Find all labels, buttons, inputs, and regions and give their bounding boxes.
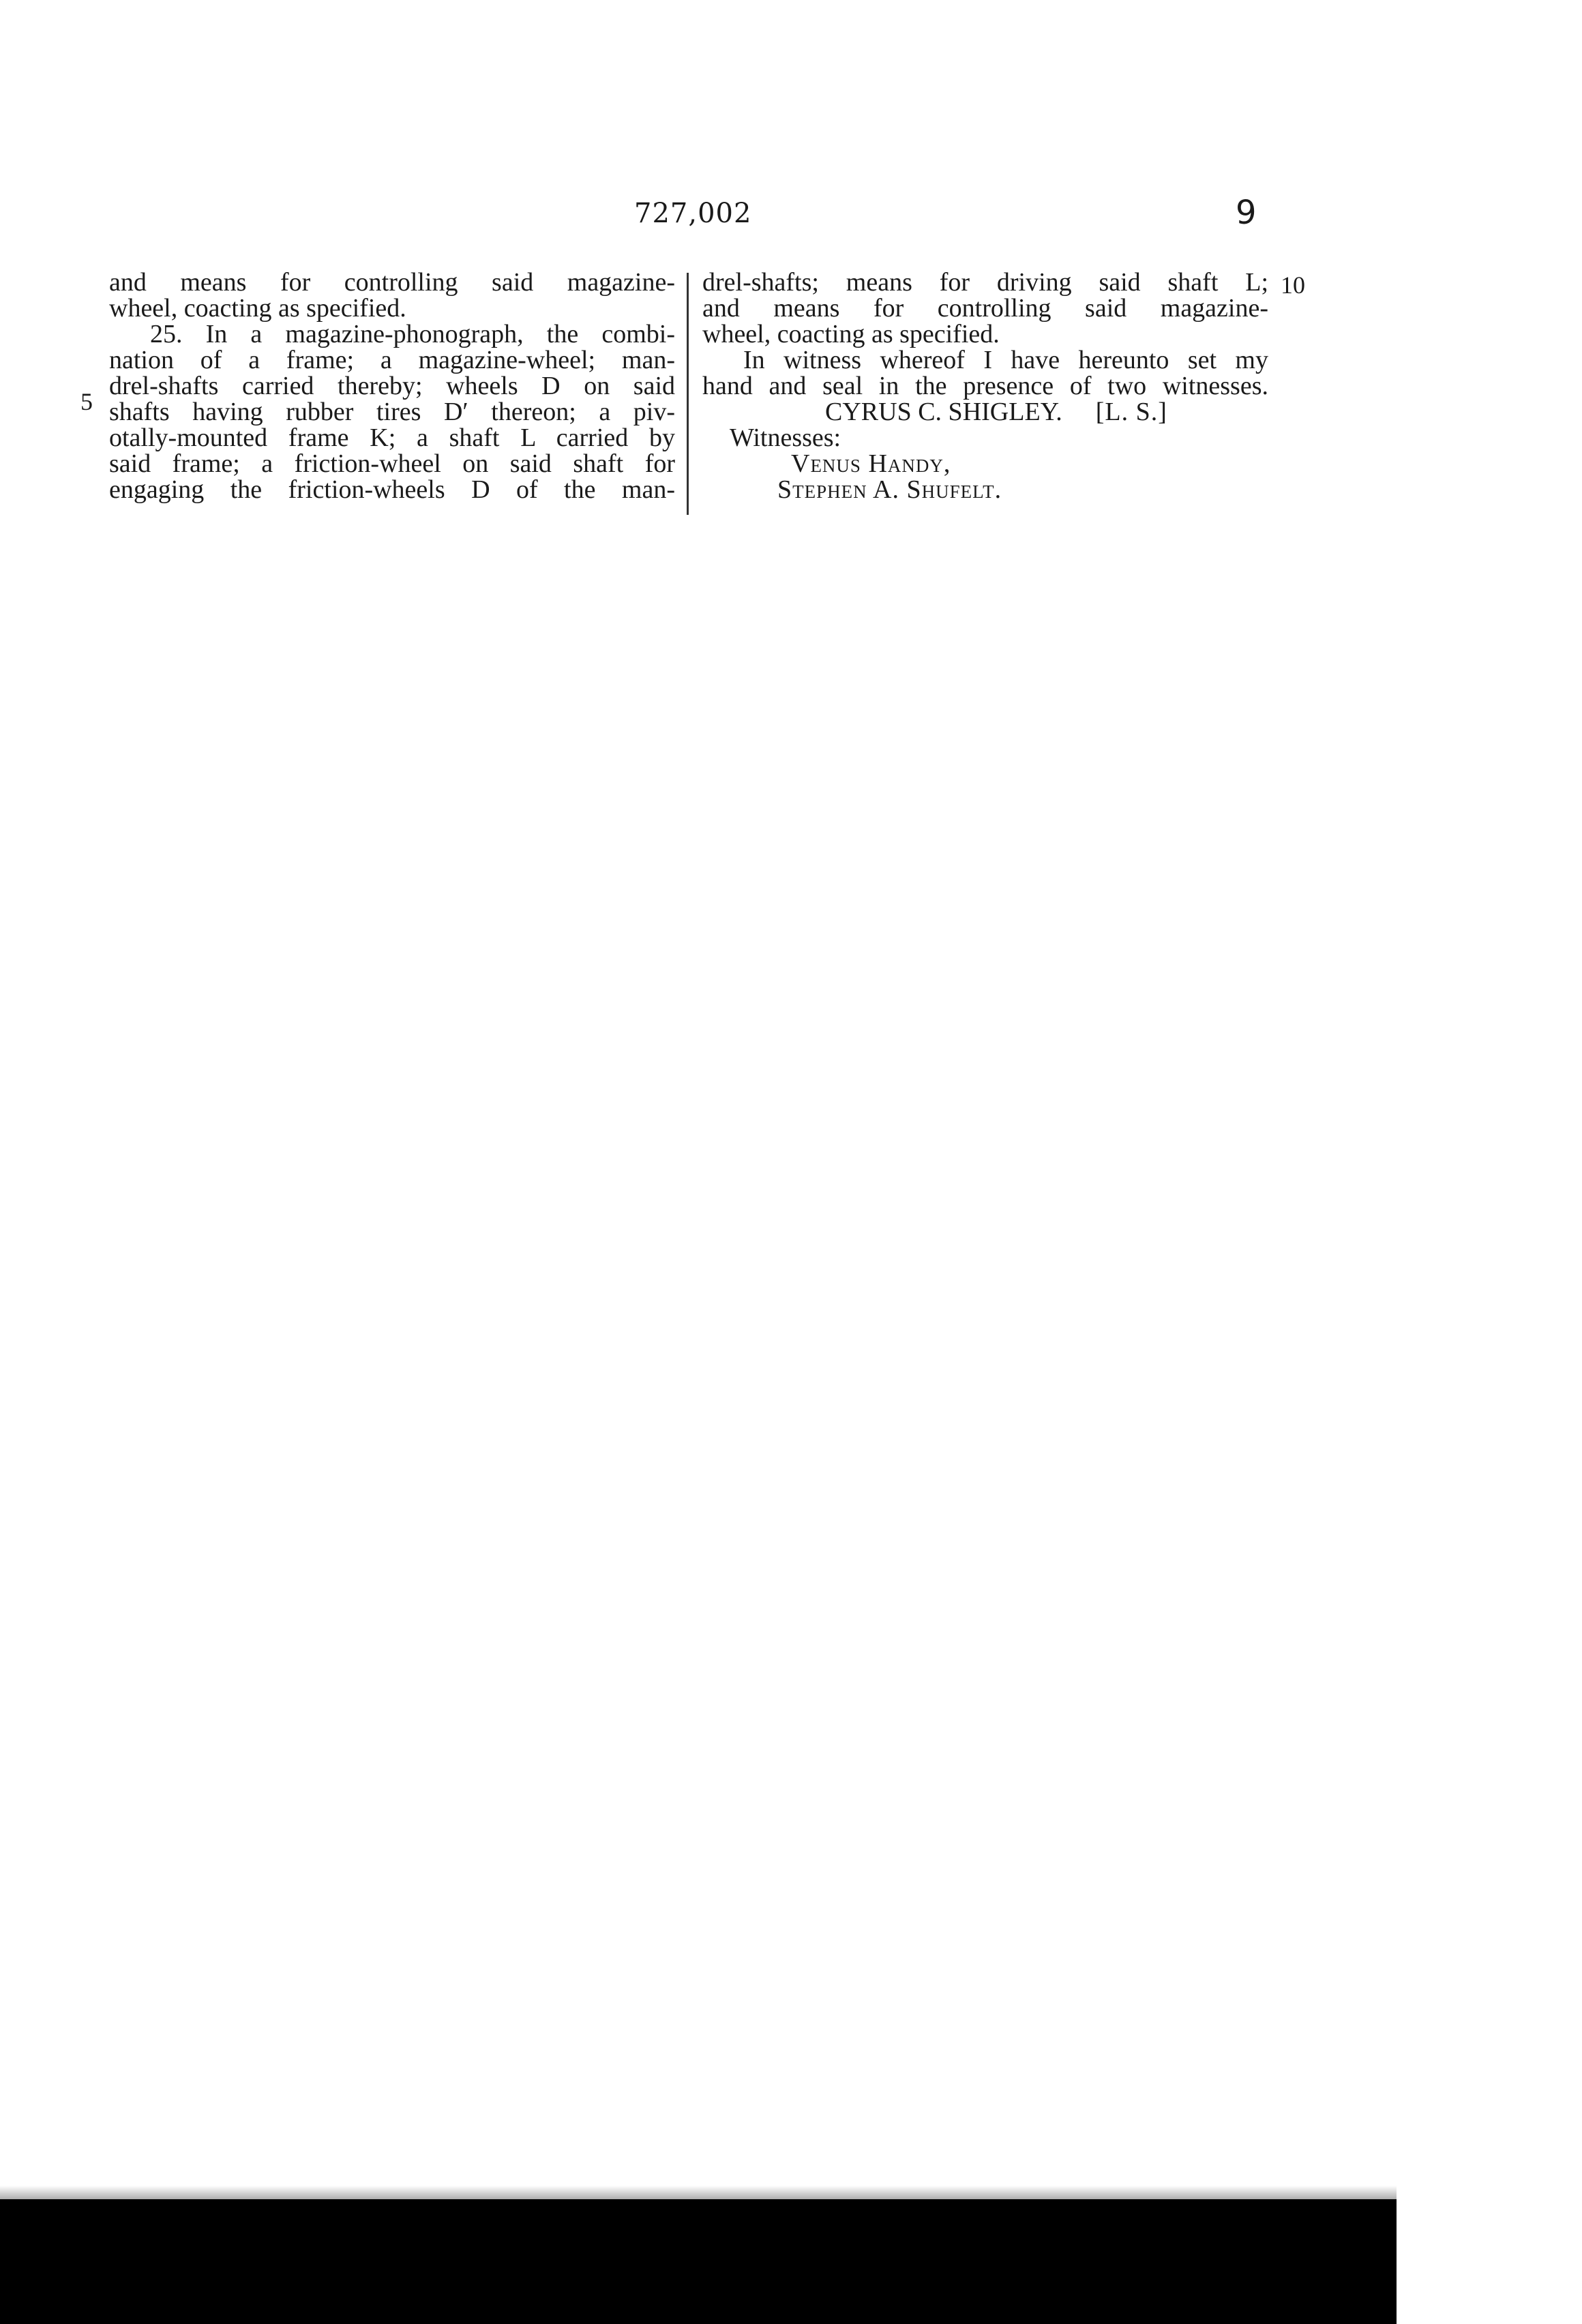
page-number: 9: [1236, 194, 1257, 232]
text-line: wheel, coacting as specified.: [702, 320, 1000, 348]
seal-mark: [L. S.]: [1095, 398, 1167, 426]
right-text-column: [702, 269, 1268, 503]
text-line: and means for controlling said magazine-: [702, 294, 1268, 323]
text-line: nation of a frame; a magazine-wheel; man-: [109, 346, 675, 374]
witness-name: Stephen A. Shufelt.: [777, 475, 1002, 504]
column-divider: [687, 273, 689, 515]
text-line: wheel, coacting as specified.: [109, 294, 406, 323]
witness-name: Venus Handy,: [791, 449, 951, 478]
left-text-column: [109, 269, 675, 503]
line-number-left: 5: [80, 388, 93, 415]
text-line: In witness whereof I have hereunto set my: [743, 346, 1268, 374]
text-line: said frame; a friction-wheel on said shaft for: [109, 449, 675, 478]
text-line: and means for controlling said magazine-: [109, 268, 675, 297]
text-line: shafts having rubber tires D′ thereon; a piv-: [109, 398, 675, 426]
scan-border-bar: [0, 2199, 1397, 2324]
text-line: otally-mounted frame K; a shaft L carried by: [109, 423, 675, 452]
inventor-signature: CYRUS C. SHIGLEY.: [825, 398, 1062, 426]
line-number-right: 10: [1281, 271, 1305, 299]
text-line: 25. In a magazine-phonograph, the combi-: [150, 320, 675, 348]
witnesses-label: Witnesses:: [730, 423, 841, 452]
text-line: hand and seal in the presence of two witnesses.: [702, 372, 1268, 400]
scan-edge-shadow: [0, 2186, 1397, 2201]
text-line: drel-shafts carried thereby; wheels D on said: [109, 372, 675, 400]
signature-line: [702, 399, 1268, 425]
text-line: engaging the friction-wheels D of the man-: [109, 475, 675, 504]
text-line: drel-shafts; means for driving said shaft L;: [702, 268, 1268, 297]
patent-number: 727,002: [634, 198, 752, 229]
